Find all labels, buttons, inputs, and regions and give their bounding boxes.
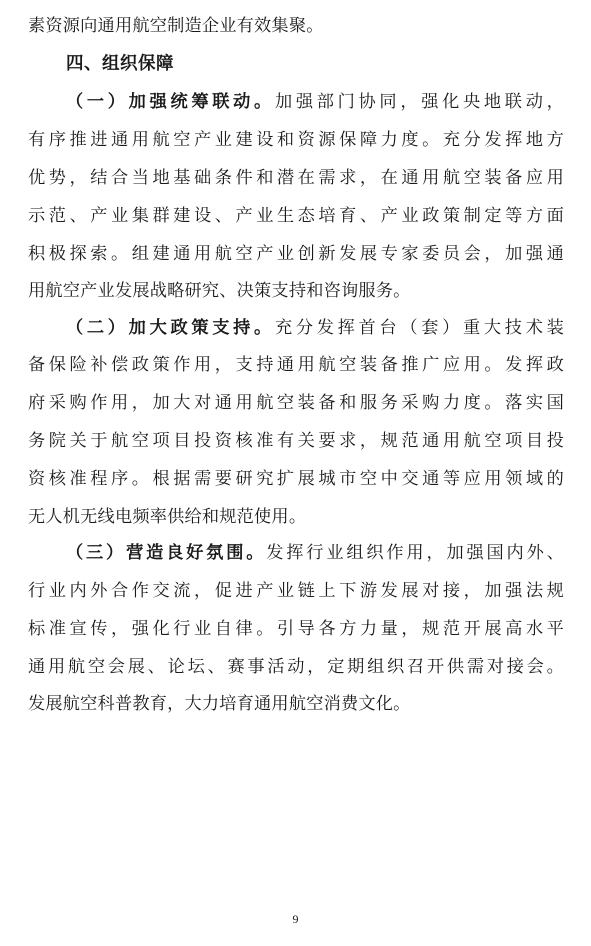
paragraph-first-line (66, 90, 564, 114)
paragraph-line: 有序推进通用航空产业建设和资源保障力度。充分发挥地方 (28, 130, 564, 150)
paragraph-lead: （三）营造良好氛围。 (66, 543, 267, 563)
paragraph-line: 标准宣传，强化行业自律。引导各方力量，规范开展高水平 (28, 619, 564, 639)
page-number: 9 (292, 912, 299, 926)
paragraph-first-line (66, 541, 564, 565)
section-heading: 四、组织保障 (66, 54, 174, 74)
paragraph-first-line (66, 316, 564, 340)
paragraph-line: 资核准程序。根据需要研究扩展城市空中交通等应用领域的 (28, 469, 564, 489)
paragraph-line: 优势，结合当地基础条件和潜在需求，在通用航空装备应用 (28, 168, 564, 188)
paragraph-line: 无人机无线电频率供给和规范使用。 (28, 507, 307, 527)
paragraph-line: 务院关于航空项目投资核准有关要求，规范通用航空项目投 (28, 431, 564, 451)
paragraph-text: 充分发挥首台（套）重大技术装 (274, 318, 564, 338)
paragraph-line: 备保险补偿政策作用，支持通用航空装备推广应用。发挥政 (28, 355, 564, 375)
paragraph-line: 府采购作用，加大对通用航空装备和服务采购力度。落实国 (28, 393, 564, 413)
paragraph-text: 加强部门协同，强化央地联动， (274, 92, 564, 112)
carry-over-line: 素资源向通用航空制造企业有效集聚。 (28, 16, 324, 36)
paragraph-text: 发挥行业组织作用，加强国内外、 (266, 543, 564, 563)
paragraph-lead: （一）加强统筹联动。 (66, 92, 275, 112)
paragraph-lead: （二）加大政策支持。 (66, 318, 275, 338)
paragraph-line: 示范、产业集群建设、产业生态培育、产业政策制定等方面 (28, 206, 564, 226)
paragraph-line: 行业内外合作交流，促进产业链上下游发展对接，加强法规 (28, 581, 564, 601)
paragraph-line: 用航空产业发展战略研究、决策支持和咨询服务。 (28, 281, 411, 301)
paragraph-line: 发展航空科普教育，大力培育通用航空消费文化。 (28, 694, 411, 714)
paragraph-line: 通用航空会展、论坛、赛事活动，定期组织召开供需对接会。 (28, 657, 564, 677)
paragraph-line: 积极探索。组建通用航空产业创新发展专家委员会，加强通 (28, 244, 564, 264)
